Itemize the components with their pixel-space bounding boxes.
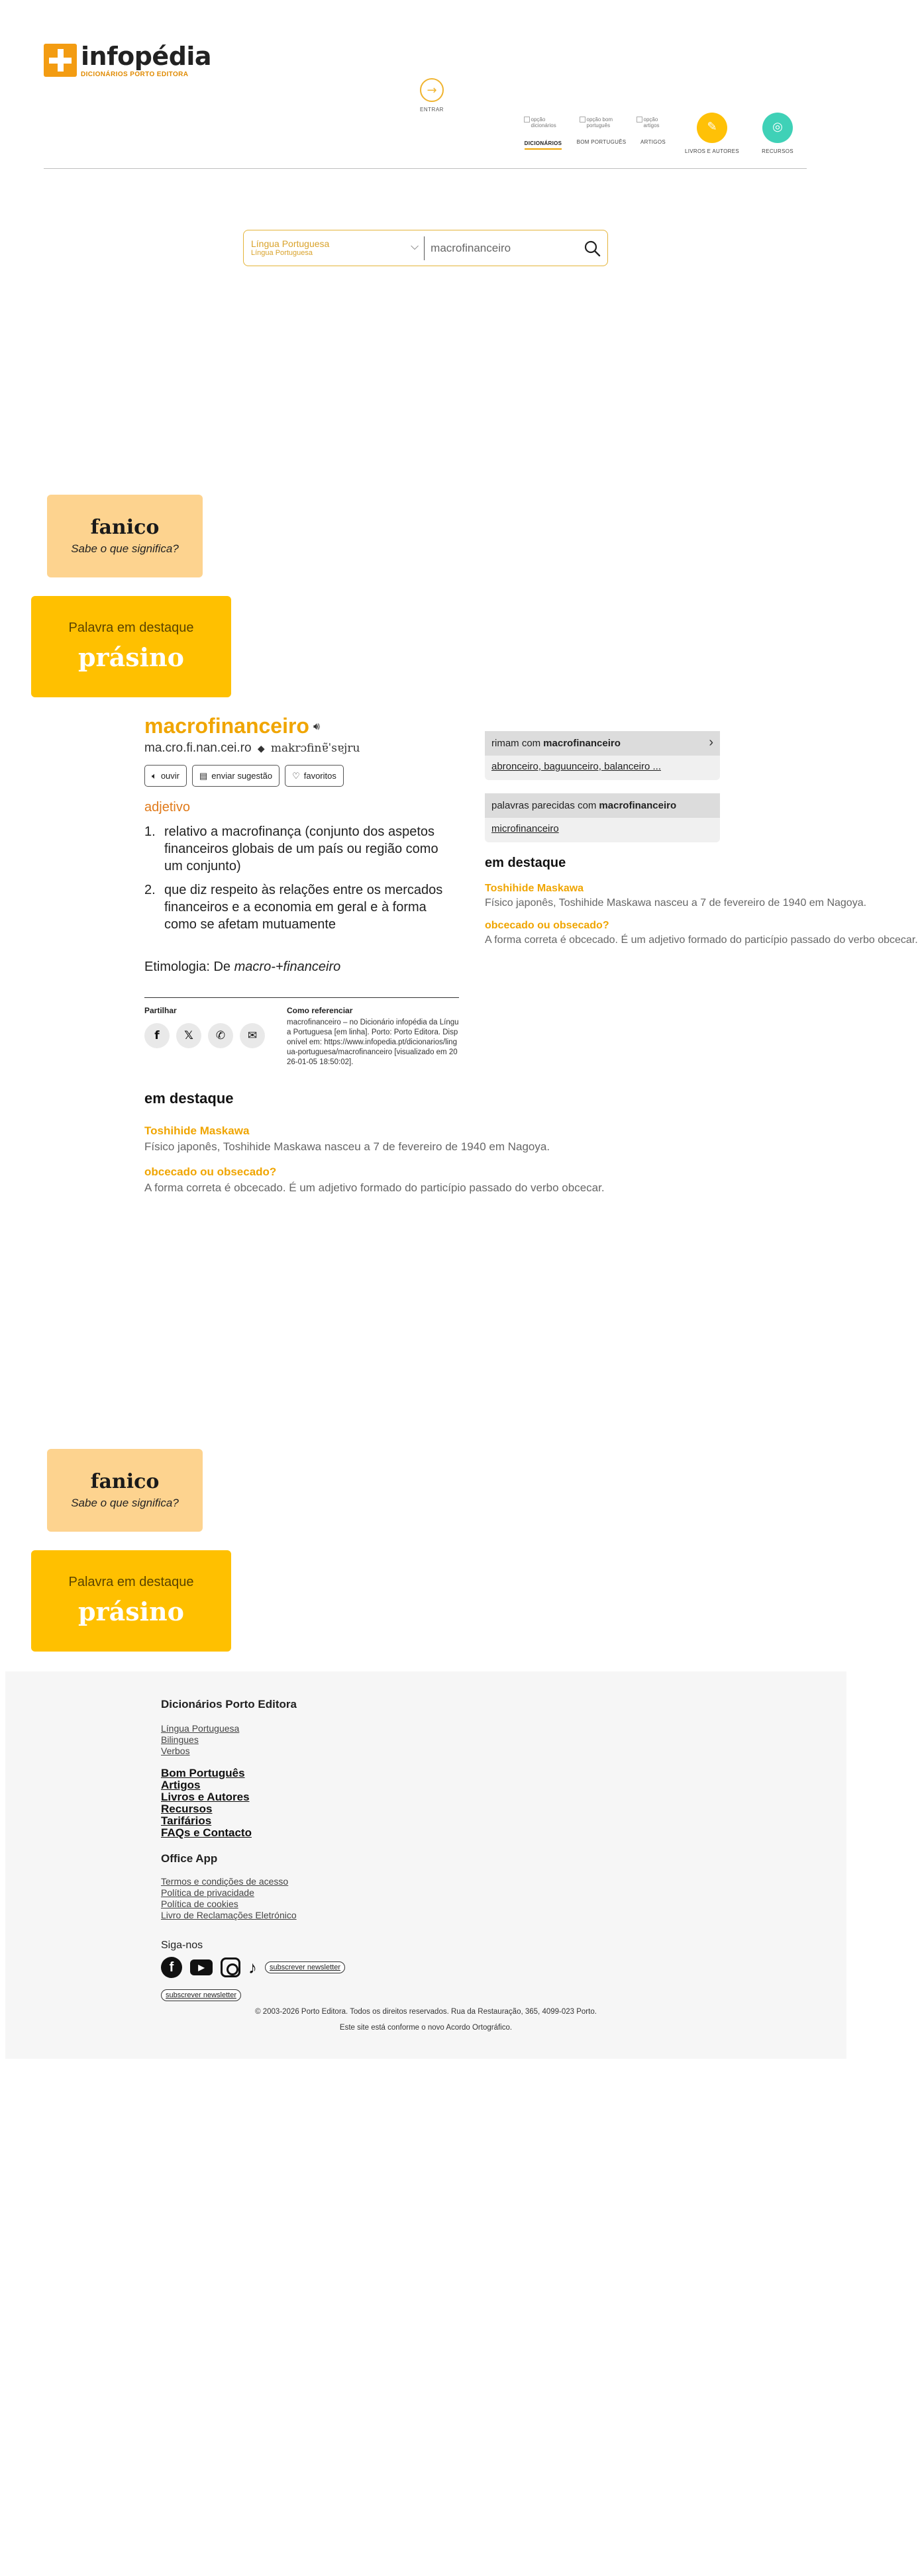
highlight-item[interactable] <box>485 883 867 909</box>
footer-link[interactable]: Termos e condições de acesso <box>161 1876 289 1887</box>
word-quiz-card[interactable] <box>47 1449 203 1532</box>
nav-img-alt: opção artigos <box>643 117 660 128</box>
copyright: © 2003-2026 Porto Editora. Todos os direitos reservados. Rua da Restauração, 365, 4099-023 Porto. <box>255 2008 597 2016</box>
x-icon[interactable]: 𝕏 <box>176 1023 201 1048</box>
favorites-label: favoritos <box>303 771 336 781</box>
listen-label: ouvir <box>160 771 179 781</box>
nav-label: RECURSOS <box>762 148 793 154</box>
books-icon: ✎ <box>697 113 727 143</box>
rhymes-header[interactable] <box>485 731 720 756</box>
featured-word-label: Palavra em destaque <box>68 1575 194 1589</box>
right-column <box>485 731 918 946</box>
highlight-text: A forma correta é obcecado. É um adjetivo formado do particípio passado do verbo obcecar. <box>485 934 918 946</box>
tiktok-icon[interactable]: ♪ <box>248 1957 257 1977</box>
footer-link[interactable]: Bom Português <box>161 1767 245 1779</box>
etymology-value: macro-+financeiro <box>234 960 341 974</box>
keyboard-icon: ▤ <box>199 770 208 781</box>
rhymes-box <box>485 731 720 780</box>
login-button[interactable] <box>419 78 445 113</box>
logo-subtitle: DICIONÁRIOS PORTO EDITORA <box>81 71 189 78</box>
highlight-item[interactable] <box>144 1124 550 1154</box>
share-divider <box>144 997 459 998</box>
nav-label: BOM PORTUGUÊS <box>576 139 627 145</box>
broken-image-icon <box>524 117 530 123</box>
similar-header <box>485 793 720 818</box>
footer-link[interactable]: Tarifários <box>161 1814 212 1827</box>
highlight-title: Toshihide Maskawa <box>144 1124 250 1137</box>
highlight-text: A forma correta é obcecado. É um adjetivo formado do particípio passado do verbo obcecar. <box>144 1181 605 1194</box>
language-selected-sub: Língua Portuguesa <box>251 249 313 257</box>
footer-link[interactable]: Livros e Autores <box>161 1791 250 1803</box>
entry-title: macrofinanceiro <box>144 714 309 738</box>
youtube-icon[interactable]: ▶ <box>190 1959 213 1975</box>
definition-item <box>144 823 459 875</box>
highlight-title: Toshihide Maskawa <box>485 883 584 894</box>
facebook-icon[interactable]: f <box>144 1023 170 1048</box>
broken-image-icon <box>637 117 642 123</box>
syllables: ma.cro.fi.nan.cei.ro <box>144 741 252 755</box>
search-icon <box>584 240 601 257</box>
chevron-right-icon[interactable]: › <box>709 735 713 750</box>
definitions-list <box>144 823 459 933</box>
header-divider <box>44 168 807 169</box>
similar-list[interactable]: microfinanceiro <box>491 823 559 834</box>
highlight-item[interactable] <box>485 920 918 946</box>
footer-link[interactable]: Política de privacidade <box>161 1887 254 1898</box>
highlight-title: obcecado ou obsecado? <box>144 1165 277 1178</box>
highlights-title: em destaque <box>144 1090 234 1107</box>
newsletter-button[interactable]: subscrever newsletter <box>161 1989 241 2001</box>
definition-number: 1. <box>144 824 156 839</box>
highlight-text: Físico japonês, Toshihide Maskawa nasceu a 7 de fevereiro de 1940 em Nagoya. <box>485 897 867 909</box>
dot-separator: ◆ <box>257 743 265 754</box>
suggest-label: enviar sugestão <box>211 771 273 781</box>
nav-label: ARTIGOS <box>640 139 666 145</box>
broken-image-icon <box>580 117 586 123</box>
speaker-icon: 🔈︎ <box>152 770 157 781</box>
highlight-text: Físico japonês, Toshihide Maskawa nasceu a 7 de fevereiro de 1940 em Nagoya. <box>144 1140 550 1153</box>
speaker-icon[interactable]: 🔊︎ <box>313 719 321 732</box>
footer-link[interactable]: Artigos <box>161 1779 201 1791</box>
quiz-prompt: Sabe o que significa? <box>71 542 179 555</box>
footer-dicts-title: Dicionários Porto Editora <box>161 1698 297 1710</box>
cite-label: Como referenciar <box>287 1006 353 1015</box>
nav-label: DICIONÁRIOS <box>525 140 562 150</box>
footer <box>5 1671 846 2059</box>
site-logo[interactable] <box>44 44 211 78</box>
part-of-speech: adjetivo <box>144 800 190 815</box>
footer-link[interactable]: Bilingues <box>161 1734 199 1745</box>
resources-icon: ◎ <box>762 113 793 143</box>
footer-link[interactable]: Recursos <box>161 1803 213 1815</box>
nav-label: LIVROS E AUTORES <box>684 148 739 154</box>
rhymes-word: macrofinanceiro <box>543 738 621 749</box>
footer-link[interactable]: FAQs e Contacto <box>161 1826 252 1839</box>
facebook-icon[interactable]: f <box>161 1957 182 1978</box>
main-nav <box>517 117 804 154</box>
newsletter-button[interactable]: subscrever newsletter <box>265 1961 345 1973</box>
quiz-word: fanico <box>90 1470 160 1493</box>
word-quiz-card[interactable] <box>47 495 203 577</box>
language-selected: Língua Portuguesa <box>251 238 330 249</box>
ipa: makrɔfinɐ̃ˈsɐjru <box>270 742 360 755</box>
login-label: ENTRAR <box>420 107 444 113</box>
pronunciation <box>144 741 459 756</box>
definition-text: relativo a macrofinança (conjunto dos aspetos financeiros globais de um país ou região como um conjunto) <box>164 824 438 873</box>
whatsapp-icon[interactable]: ✆ <box>208 1023 233 1048</box>
rhymes-list[interactable]: abronceiro, baguunceiro, balanceiro ... <box>491 761 661 772</box>
similar-words-box <box>485 793 720 842</box>
favorites-button[interactable] <box>285 765 344 787</box>
similar-word: macrofinanceiro <box>599 800 677 811</box>
footer-link[interactable]: Verbos <box>161 1746 190 1756</box>
etymology <box>144 960 459 975</box>
definition-item <box>144 881 459 933</box>
search-bar <box>243 230 608 266</box>
quiz-word: fanico <box>90 516 160 539</box>
heart-icon: ♡ <box>292 770 300 781</box>
cite-text: macrofinanceiro – no Dicionário infopédia da Língua Portuguesa [em linha]. Porto: Porto Editora. Disponível em: https://www.infopedia.pt/dicionarios/lingua-portuguesa/macrofinanceiro [visualizado em 2026-01-05 18:50:02]. <box>287 1018 459 1066</box>
listen-button[interactable] <box>144 765 187 787</box>
footer-link[interactable]: Política de cookies <box>161 1899 238 1909</box>
featured-word: prásino <box>77 1597 184 1626</box>
featured-word-label: Palavra em destaque <box>68 620 194 635</box>
instagram-icon[interactable] <box>221 1957 240 1977</box>
footer-link[interactable]: Língua Portuguesa <box>161 1723 240 1734</box>
definition-text: que diz respeito às relações entre os mercados financeiros e a economia em geral e à forma como se afetam mutuamente <box>164 883 443 932</box>
email-icon[interactable]: ✉ <box>240 1023 265 1048</box>
chevron-down-icon: ⌵ <box>411 240 419 252</box>
highlight-item[interactable] <box>144 1165 605 1195</box>
office-app-title[interactable]: Office App <box>161 1852 218 1865</box>
nav-img-alt: opção bom português <box>586 117 613 128</box>
similar-label: palavras parecidas com <box>491 800 597 811</box>
search-input[interactable] <box>425 230 577 266</box>
footer-link[interactable]: Livro de Reclamações Eletrónico <box>161 1910 297 1920</box>
orthography-note: Este site está conforme o novo Acordo Ortográfico. <box>339 2024 513 2032</box>
nav-bom-portugues[interactable] <box>575 117 628 145</box>
login-icon <box>420 78 444 102</box>
nav-livros-autores[interactable] <box>682 113 742 154</box>
nav-recursos[interactable] <box>751 113 804 154</box>
featured-word: prásino <box>77 642 184 672</box>
follow-label: Siga-nos <box>161 1940 203 1951</box>
suggest-button[interactable] <box>192 765 280 787</box>
logo-name: infopédia <box>81 42 212 71</box>
definition-number: 2. <box>144 883 156 897</box>
highlight-title: obcecado ou obsecado? <box>485 920 609 931</box>
nav-img-alt: opção dicionários <box>531 117 556 128</box>
share-label: Partilhar <box>144 1006 177 1015</box>
language-select[interactable] <box>244 230 424 266</box>
etymology-prefix: Etimologia: De <box>144 960 234 974</box>
highlights-title: em destaque <box>485 856 566 870</box>
nav-artigos[interactable] <box>633 117 673 145</box>
logo-plus-icon <box>44 44 77 77</box>
featured-word-card[interactable] <box>31 1550 231 1652</box>
rhymes-label: rimam com <box>491 738 541 749</box>
search-button[interactable] <box>577 230 607 266</box>
featured-word-card[interactable] <box>31 596 231 697</box>
nav-dicionarios[interactable] <box>517 117 570 150</box>
quiz-prompt: Sabe o que significa? <box>71 1497 179 1509</box>
